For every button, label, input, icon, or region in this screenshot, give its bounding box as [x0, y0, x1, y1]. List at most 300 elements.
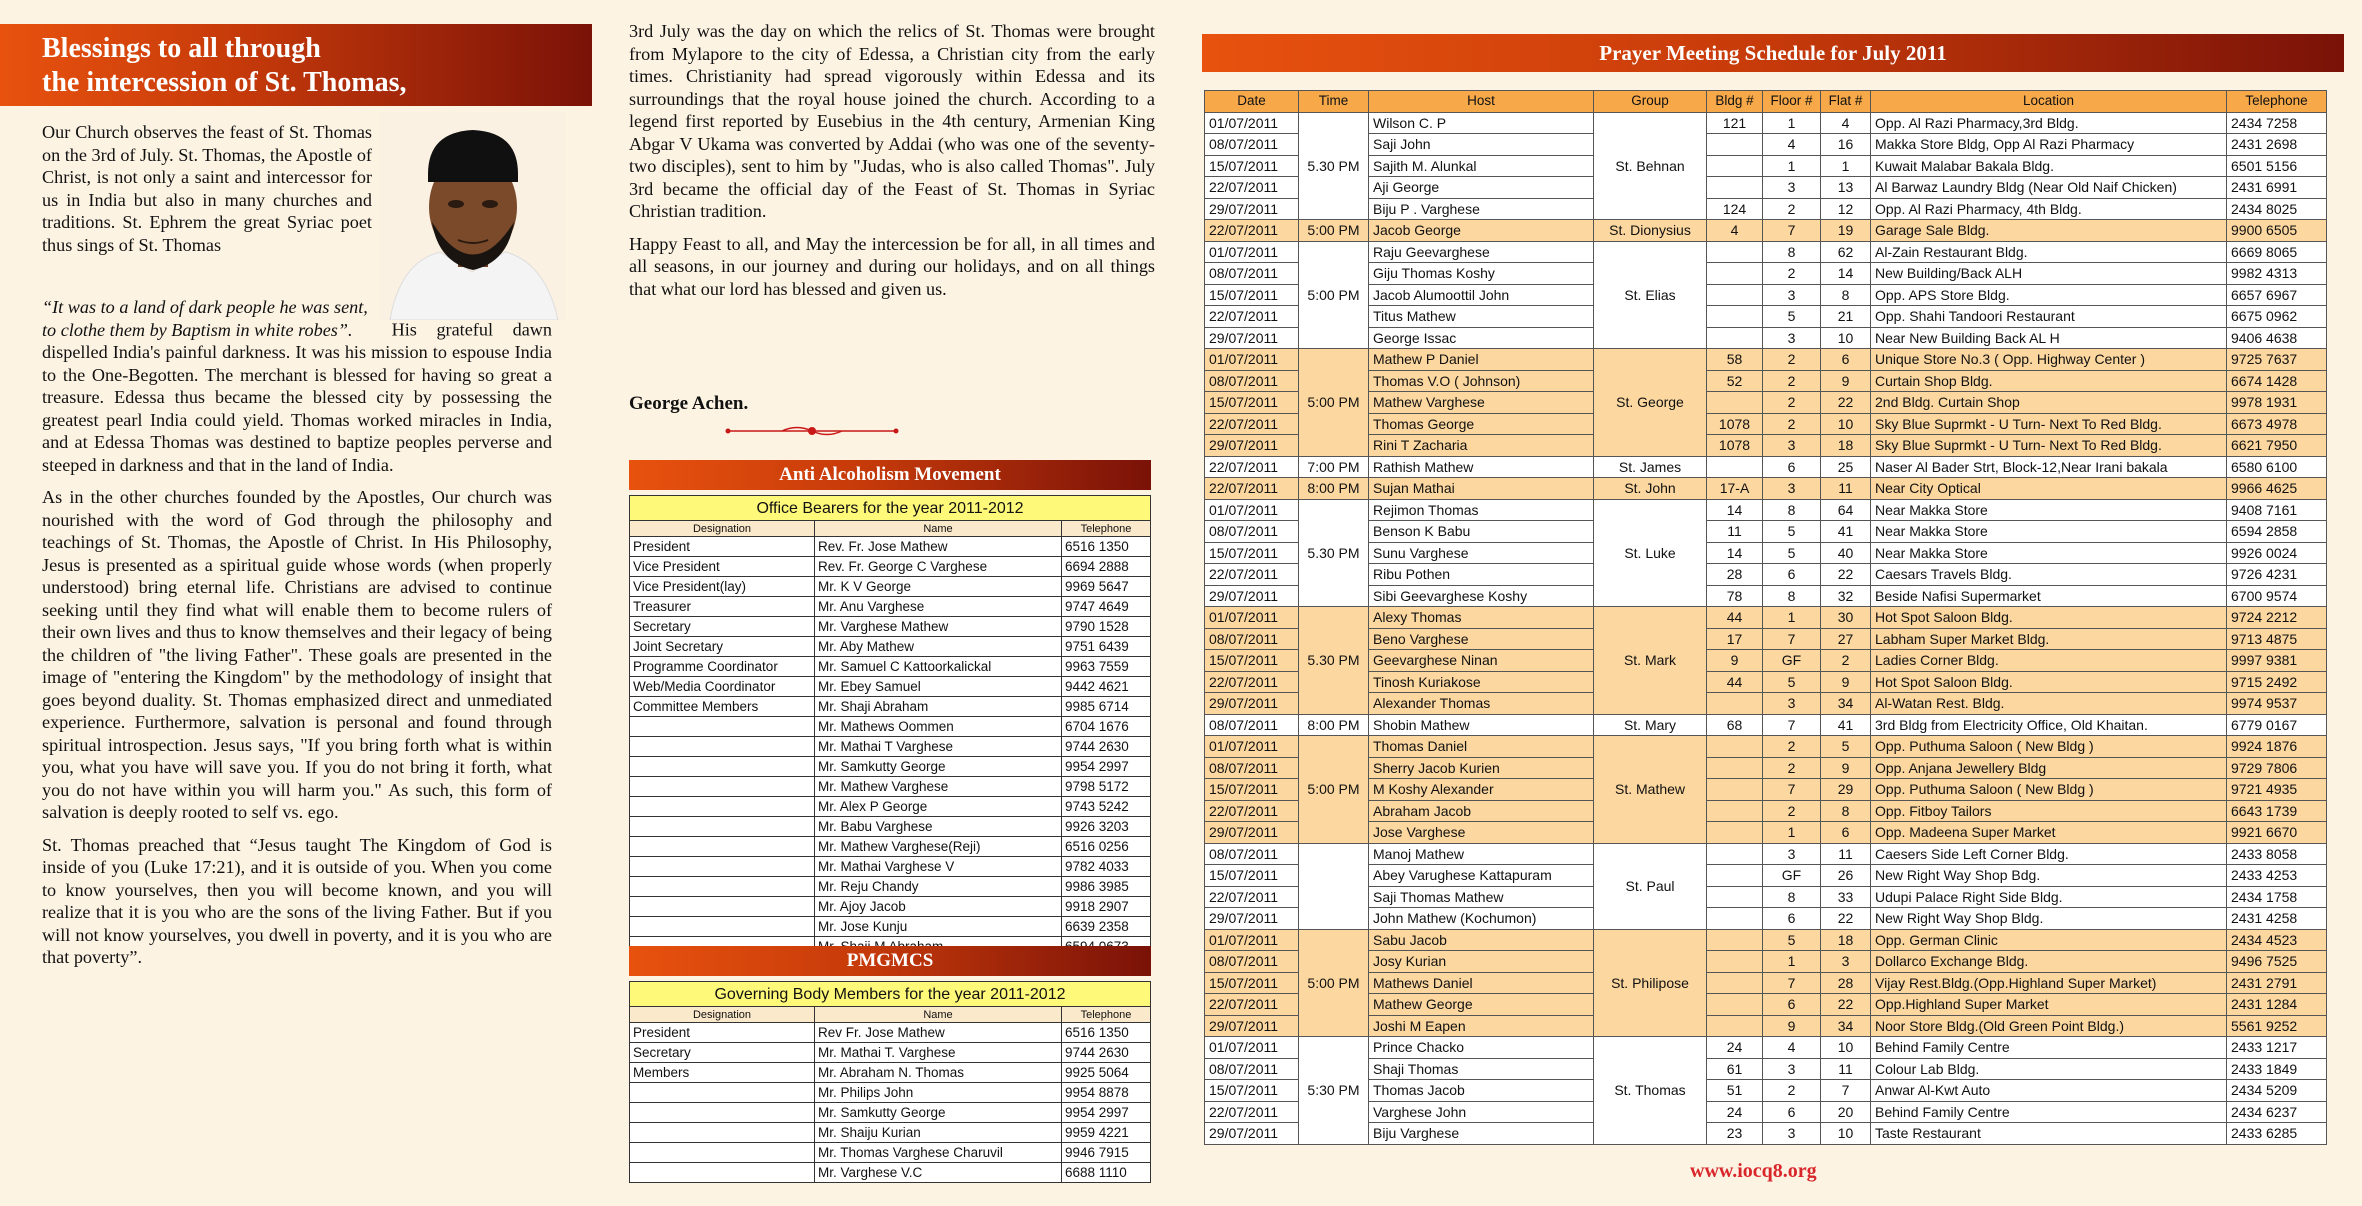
- location-cell: Taste Restaurant: [1871, 1123, 2227, 1145]
- flat-cell: 19: [1821, 220, 1871, 242]
- table-row: [630, 897, 1151, 917]
- schedule-row: [1205, 951, 2327, 973]
- schedule-row: [1205, 757, 2327, 779]
- flat-cell: 18: [1821, 435, 1871, 457]
- floor-cell: 6: [1763, 994, 1821, 1016]
- schedule-row: [1205, 1015, 2327, 1037]
- table-row: [630, 737, 1151, 757]
- bldg-cell: 4: [1707, 220, 1763, 242]
- bldg-cell: 121: [1707, 112, 1763, 134]
- bldg-cell: [1707, 327, 1763, 349]
- date-cell: 22/07/2011: [1205, 177, 1299, 199]
- location-cell: Near Makka Store: [1871, 542, 2227, 564]
- location-cell: New Building/Back ALH: [1871, 263, 2227, 285]
- aam-name-cell: Mr. Samuel C Kattoorkalickal: [815, 657, 1062, 677]
- date-cell: 22/07/2011: [1205, 306, 1299, 328]
- pmg-telephone-cell: 9954 8878: [1062, 1083, 1151, 1103]
- schedule-row: [1205, 241, 2327, 263]
- bldg-cell: [1707, 800, 1763, 822]
- intro-text: Our Church observes the feast of St. Thomas on the 3rd of July. St. Thomas, the Apostle of Christ, is not only a saint and intercessor for us in India but also in many churches and traditions. St. Ephrem the great Syriac poet thus sings of St. Thomas: [42, 122, 372, 255]
- telephone-cell: 9900 6505: [2227, 220, 2327, 242]
- date-cell: 29/07/2011: [1205, 822, 1299, 844]
- aam-name-cell: Mr. Anu Varghese: [815, 597, 1062, 617]
- aam-telephone-cell: 9954 2997: [1062, 757, 1151, 777]
- location-cell: Udupi Palace Right Side Bldg.: [1871, 886, 2227, 908]
- host-cell: Sabu Jacob: [1369, 929, 1594, 951]
- telephone-cell: 2434 8025: [2227, 198, 2327, 220]
- flat-cell: 29: [1821, 779, 1871, 801]
- floor-cell: 2: [1763, 198, 1821, 220]
- schedule-header-host: Host: [1369, 91, 1594, 113]
- flat-cell: 18: [1821, 929, 1871, 951]
- host-cell: M Koshy Alexander: [1369, 779, 1594, 801]
- flat-cell: 34: [1821, 693, 1871, 715]
- telephone-cell: 2431 6991: [2227, 177, 2327, 199]
- group-cell: St. James: [1594, 456, 1707, 478]
- aam-telephone-cell: 9442 4621: [1062, 677, 1151, 697]
- table-row: [630, 1063, 1151, 1083]
- telephone-cell: 2434 6237: [2227, 1101, 2327, 1123]
- bldg-cell: [1707, 1015, 1763, 1037]
- flat-cell: 27: [1821, 628, 1871, 650]
- host-cell: Manoj Mathew: [1369, 843, 1594, 865]
- bldg-cell: 78: [1707, 585, 1763, 607]
- schedule-row: [1205, 564, 2327, 586]
- host-cell: Jose Varghese: [1369, 822, 1594, 844]
- pmgmcs-table: [629, 981, 1151, 1183]
- para-3-text: St. Thomas preached that “Jesus taught The Kingdom of God is inside of you (Luke 17:21), and it is outside of you. When you come to know yourselves, then you will become known, and you will realize that it is you who are the sons of the living Father. But if you will not know yourselves, you dwell in poverty, and it is you who are that poverty”.: [42, 834, 552, 967]
- aam-name-cell: Mr. Mathai Varghese V: [815, 857, 1062, 877]
- pmg-name-cell: Mr. Varghese V.C: [815, 1163, 1062, 1183]
- time-cell: [1299, 843, 1369, 929]
- schedule-header-row: [1205, 91, 2327, 113]
- pmg-telephone-cell: 9925 5064: [1062, 1063, 1151, 1083]
- pmgmcs-band: PMGMCS: [629, 946, 1151, 976]
- bldg-cell: [1707, 736, 1763, 758]
- floor-cell: 5: [1763, 306, 1821, 328]
- bldg-cell: [1707, 155, 1763, 177]
- flat-cell: 41: [1821, 714, 1871, 736]
- aam-designation-cell: Committee Members: [630, 697, 815, 717]
- floor-cell: 3: [1763, 1058, 1821, 1080]
- continuation-text: [629, 20, 1155, 310]
- pmgmcs-caption: Governing Body Members for the year 2011-2012: [630, 982, 1151, 1007]
- aam-designation-cell: Programme Coordinator: [630, 657, 815, 677]
- aam-name-cell: Mr. Aby Mathew: [815, 637, 1062, 657]
- telephone-cell: 2434 4523: [2227, 929, 2327, 951]
- schedule-row: [1205, 155, 2327, 177]
- aam-name-cell: Mr. Mathew Varghese(Reji): [815, 837, 1062, 857]
- time-cell: 5.30 PM: [1299, 112, 1369, 220]
- bldg-cell: 44: [1707, 671, 1763, 693]
- title-line-2: the intercession of St. Thomas,: [42, 67, 407, 98]
- time-cell: 5:00 PM: [1299, 736, 1369, 844]
- telephone-cell: 6700 9574: [2227, 585, 2327, 607]
- location-cell: Near New Building Back AL H: [1871, 327, 2227, 349]
- para-1-text: His grateful dawn dispelled India's painful darkness. It was his mission to espouse India to the One-Begotten. The merchant is blessed for having so great a treasure. Edessa thus became the blessed city by possessing the greatest pearl India could yield. Thomas worked miracles in India, and at Edessa Thomas was destined to baptize peoples perverse and steeped in darkness and that in the land of India.: [42, 319, 552, 475]
- blessing-paragraph: Happy Feast to all, and May the intercession be for all, in all times and all seasons, in our journey and during our holidays, and on all things that what our lord has blessed and given us.: [629, 233, 1155, 299]
- date-cell: 08/07/2011: [1205, 843, 1299, 865]
- host-cell: Thomas George: [1369, 413, 1594, 435]
- date-cell: 08/07/2011: [1205, 951, 1299, 973]
- bldg-cell: [1707, 822, 1763, 844]
- pmg-designation-cell: [630, 1103, 815, 1123]
- location-cell: Vijay Rest.Bldg.(Opp.Highland Super Market): [1871, 972, 2227, 994]
- location-cell: Hot Spot Saloon Bldg.: [1871, 671, 2227, 693]
- host-cell: Wilson C. P: [1369, 112, 1594, 134]
- table-row: [630, 837, 1151, 857]
- location-cell: Opp. APS Store Bldg.: [1871, 284, 2227, 306]
- floor-cell: 8: [1763, 886, 1821, 908]
- location-cell: Opp. Anjana Jewellery Bldg: [1871, 757, 2227, 779]
- telephone-cell: 2433 1217: [2227, 1037, 2327, 1059]
- time-cell: 7:00 PM: [1299, 456, 1369, 478]
- telephone-cell: 2434 5209: [2227, 1080, 2327, 1102]
- aam-name-cell: Mr. Mathew Varghese: [815, 777, 1062, 797]
- floor-cell: 3: [1763, 1123, 1821, 1145]
- floor-cell: 5: [1763, 521, 1821, 543]
- bldg-cell: 23: [1707, 1123, 1763, 1145]
- location-cell: Al-Zain Restaurant Bldg.: [1871, 241, 2227, 263]
- aam-designation-cell: [630, 797, 815, 817]
- table-row: [630, 1123, 1151, 1143]
- aam-name-cell: Mr. Mathews Oommen: [815, 717, 1062, 737]
- ornamental-divider-icon: [722, 424, 902, 438]
- aam-designation-cell: [630, 757, 815, 777]
- date-cell: 22/07/2011: [1205, 1101, 1299, 1123]
- table-row: [630, 857, 1151, 877]
- floor-cell: 1: [1763, 607, 1821, 629]
- flat-cell: 22: [1821, 994, 1871, 1016]
- pmg-designation-cell: Members: [630, 1063, 815, 1083]
- schedule-row: [1205, 585, 2327, 607]
- aam-designation-cell: President: [630, 537, 815, 557]
- telephone-cell: 9713 4875: [2227, 628, 2327, 650]
- schedule-header-location: Location: [1871, 91, 2227, 113]
- aam-telephone-cell: 9751 6439: [1062, 637, 1151, 657]
- floor-cell: 3: [1763, 435, 1821, 457]
- host-cell: Prince Chacko: [1369, 1037, 1594, 1059]
- schedule-row: [1205, 994, 2327, 1016]
- aam-designation-cell: Treasurer: [630, 597, 815, 617]
- aam-designation-cell: Secretary: [630, 617, 815, 637]
- bldg-cell: 24: [1707, 1101, 1763, 1123]
- website-url[interactable]: www.iocq8.org: [1690, 1160, 1817, 1182]
- host-cell: Jacob Alumoottil John: [1369, 284, 1594, 306]
- floor-cell: 2: [1763, 263, 1821, 285]
- floor-cell: GF: [1763, 650, 1821, 672]
- location-cell: Opp. Madeena Super Market: [1871, 822, 2227, 844]
- location-cell: Opp. Fitboy Tailors: [1871, 800, 2227, 822]
- bldg-cell: 9: [1707, 650, 1763, 672]
- table-row: [630, 717, 1151, 737]
- telephone-cell: 6594 2858: [2227, 521, 2327, 543]
- table-row: [630, 537, 1151, 557]
- floor-cell: 9: [1763, 1015, 1821, 1037]
- pmg-name-cell: Mr. Shaiju Kurian: [815, 1123, 1062, 1143]
- location-cell: Anwar Al-Kwt Auto: [1871, 1080, 2227, 1102]
- telephone-cell: 6621 7950: [2227, 435, 2327, 457]
- pmg-designation-cell: [630, 1143, 815, 1163]
- location-cell: Garage Sale Bldg.: [1871, 220, 2227, 242]
- pmg-designation-cell: President: [630, 1023, 815, 1043]
- flat-cell: 41: [1821, 521, 1871, 543]
- aam-header-name: Name: [815, 521, 1062, 537]
- floor-cell: 7: [1763, 628, 1821, 650]
- bldg-cell: 11: [1707, 521, 1763, 543]
- host-cell: Titus Mathew: [1369, 306, 1594, 328]
- bldg-cell: [1707, 929, 1763, 951]
- aam-name-cell: Mr. Samkutty George: [815, 757, 1062, 777]
- telephone-cell: 9974 9537: [2227, 693, 2327, 715]
- schedule-row: [1205, 177, 2327, 199]
- schedule-row: [1205, 478, 2327, 500]
- host-cell: Mathew Varghese: [1369, 392, 1594, 414]
- location-cell: Near Makka Store: [1871, 499, 2227, 521]
- table-row: [630, 657, 1151, 677]
- floor-cell: 5: [1763, 542, 1821, 564]
- table-row: [630, 557, 1151, 577]
- telephone-cell: 6779 0167: [2227, 714, 2327, 736]
- schedule-row: [1205, 800, 2327, 822]
- host-cell: George Issac: [1369, 327, 1594, 349]
- host-cell: Alexy Thomas: [1369, 607, 1594, 629]
- host-cell: Beno Varghese: [1369, 628, 1594, 650]
- date-cell: 08/07/2011: [1205, 757, 1299, 779]
- pmg-name-cell: Mr. Thomas Varghese Charuvil: [815, 1143, 1062, 1163]
- schedule-table: [1204, 90, 2327, 1145]
- floor-cell: 8: [1763, 241, 1821, 263]
- telephone-cell: 6580 6100: [2227, 456, 2327, 478]
- floor-cell: 2: [1763, 349, 1821, 371]
- date-cell: 22/07/2011: [1205, 800, 1299, 822]
- host-cell: Thomas Daniel: [1369, 736, 1594, 758]
- schedule-row: [1205, 650, 2327, 672]
- date-cell: 29/07/2011: [1205, 1123, 1299, 1145]
- aam-name-cell: Mr. Shaji Abraham: [815, 697, 1062, 717]
- time-cell: 5:00 PM: [1299, 220, 1369, 242]
- bldg-cell: [1707, 972, 1763, 994]
- flat-cell: 16: [1821, 134, 1871, 156]
- aam-header-designation: Designation: [630, 521, 815, 537]
- aam-telephone-cell: 9790 1528: [1062, 617, 1151, 637]
- bldg-cell: 28: [1707, 564, 1763, 586]
- schedule-header-group: Group: [1594, 91, 1707, 113]
- date-cell: 15/07/2011: [1205, 155, 1299, 177]
- bldg-cell: [1707, 757, 1763, 779]
- pmg-telephone-cell: 6688 1110: [1062, 1163, 1151, 1183]
- host-cell: Alexander Thomas: [1369, 693, 1594, 715]
- aam-telephone-cell: 6639 2358: [1062, 917, 1151, 937]
- time-cell: 8:00 PM: [1299, 714, 1369, 736]
- telephone-cell: 2433 8058: [2227, 843, 2327, 865]
- bldg-cell: [1707, 951, 1763, 973]
- schedule-title: Prayer Meeting Schedule for July 2011: [1202, 34, 2344, 72]
- aam-telephone-cell: 9798 5172: [1062, 777, 1151, 797]
- telephone-cell: 9921 6670: [2227, 822, 2327, 844]
- date-cell: 08/07/2011: [1205, 628, 1299, 650]
- flat-cell: 9: [1821, 370, 1871, 392]
- pmg-telephone-cell: 9954 2997: [1062, 1103, 1151, 1123]
- table-row: [630, 577, 1151, 597]
- host-cell: Abraham Jacob: [1369, 800, 1594, 822]
- floor-cell: 3: [1763, 177, 1821, 199]
- aam-telephone-cell: 6516 0256: [1062, 837, 1151, 857]
- table-row: [630, 617, 1151, 637]
- pmg-designation-cell: Secretary: [630, 1043, 815, 1063]
- flat-cell: 9: [1821, 671, 1871, 693]
- pmg-name-cell: Mr. Abraham N. Thomas: [815, 1063, 1062, 1083]
- location-cell: Al Barwaz Laundry Bldg (Near Old Naif Chicken): [1871, 177, 2227, 199]
- floor-cell: 5: [1763, 671, 1821, 693]
- bldg-cell: 51: [1707, 1080, 1763, 1102]
- aam-designation-cell: [630, 817, 815, 837]
- aam-telephone-cell: 6516 1350: [1062, 537, 1151, 557]
- schedule-row: [1205, 779, 2327, 801]
- telephone-cell: 9408 7161: [2227, 499, 2327, 521]
- host-cell: Saji Thomas Mathew: [1369, 886, 1594, 908]
- bldg-cell: [1707, 456, 1763, 478]
- schedule-row: [1205, 1101, 2327, 1123]
- flat-cell: 32: [1821, 585, 1871, 607]
- aam-designation-cell: [630, 837, 815, 857]
- telephone-cell: 6643 1739: [2227, 800, 2327, 822]
- date-cell: 15/07/2011: [1205, 865, 1299, 887]
- date-cell: 08/07/2011: [1205, 521, 1299, 543]
- time-cell: 5:00 PM: [1299, 241, 1369, 349]
- aam-telephone-cell: 9926 3203: [1062, 817, 1151, 837]
- telephone-cell: 9926 0024: [2227, 542, 2327, 564]
- telephone-cell: 2431 2791: [2227, 972, 2327, 994]
- flat-cell: 20: [1821, 1101, 1871, 1123]
- schedule-row: [1205, 284, 2327, 306]
- flat-cell: 14: [1821, 263, 1871, 285]
- flat-cell: 22: [1821, 392, 1871, 414]
- schedule-row: [1205, 413, 2327, 435]
- location-cell: 3rd Bldg from Electricity Office, Old Khaitan.: [1871, 714, 2227, 736]
- host-cell: Sunu Varghese: [1369, 542, 1594, 564]
- schedule-row: [1205, 392, 2327, 414]
- flat-cell: 6: [1821, 349, 1871, 371]
- host-cell: Sherry Jacob Kurien: [1369, 757, 1594, 779]
- date-cell: 29/07/2011: [1205, 435, 1299, 457]
- date-cell: 01/07/2011: [1205, 929, 1299, 951]
- floor-cell: 7: [1763, 779, 1821, 801]
- floor-cell: 2: [1763, 736, 1821, 758]
- location-cell: Opp. Al Razi Pharmacy, 4th Bldg.: [1871, 198, 2227, 220]
- article-intro: [42, 121, 372, 266]
- schedule-row: [1205, 671, 2327, 693]
- date-cell: 08/07/2011: [1205, 134, 1299, 156]
- bldg-cell: [1707, 284, 1763, 306]
- flat-cell: 9: [1821, 757, 1871, 779]
- aam-telephone-cell: 9747 4649: [1062, 597, 1151, 617]
- bldg-cell: 17-A: [1707, 478, 1763, 500]
- telephone-cell: 5561 9252: [2227, 1015, 2327, 1037]
- bldg-cell: [1707, 263, 1763, 285]
- telephone-cell: 6675 0962: [2227, 306, 2327, 328]
- location-cell: New Right Way Shop Bldg.: [1871, 908, 2227, 930]
- flat-cell: 22: [1821, 908, 1871, 930]
- relics-paragraph: 3rd July was the day on which the relics of St. Thomas were brought from Mylapore to the city of Edessa, a Christian city from the early times. Christianity had spread vigorously within Edessa and its surroundings that the royal house joined the church. According to a legend first reported by Eusebius in the 4th century, Armenian King Abgar V Ukama was converted by Addai (who was one of the seventy-two disciples), sent to him by "Judas, who is also called Thomas". July 3rd became the official day of the Feast of St. Thomas in Syriac Christian tradition.: [629, 21, 1155, 221]
- aam-name-cell: Mr. Ajoy Jacob: [815, 897, 1062, 917]
- bldg-cell: 68: [1707, 714, 1763, 736]
- aam-designation-cell: Joint Secretary: [630, 637, 815, 657]
- floor-cell: 2: [1763, 392, 1821, 414]
- aam-telephone-cell: 6694 2888: [1062, 557, 1151, 577]
- telephone-cell: 6657 6967: [2227, 284, 2327, 306]
- pmg-name-cell: Mr. Philips John: [815, 1083, 1062, 1103]
- table-row: [630, 877, 1151, 897]
- telephone-cell: 9724 2212: [2227, 607, 2327, 629]
- pmg-name-cell: Rev Fr. Jose Mathew: [815, 1023, 1062, 1043]
- bldg-cell: 17: [1707, 628, 1763, 650]
- schedule-row: [1205, 220, 2327, 242]
- schedule-row: [1205, 499, 2327, 521]
- flat-cell: 1: [1821, 155, 1871, 177]
- telephone-cell: 2434 1758: [2227, 886, 2327, 908]
- aam-designation-cell: [630, 897, 815, 917]
- telephone-cell: 9715 2492: [2227, 671, 2327, 693]
- flat-cell: 11: [1821, 1058, 1871, 1080]
- flat-cell: 8: [1821, 800, 1871, 822]
- aam-name-cell: Mr. Ebey Samuel: [815, 677, 1062, 697]
- aam-telephone-cell: 9744 2630: [1062, 737, 1151, 757]
- floor-cell: 2: [1763, 757, 1821, 779]
- schedule-row: [1205, 370, 2327, 392]
- host-cell: Tinosh Kuriakose: [1369, 671, 1594, 693]
- table-row: [630, 797, 1151, 817]
- host-cell: Geevarghese Ninan: [1369, 650, 1594, 672]
- flat-cell: 6: [1821, 822, 1871, 844]
- aam-telephone-cell: 9918 2907: [1062, 897, 1151, 917]
- telephone-cell: 6669 8065: [2227, 241, 2327, 263]
- schedule-header-flat: Flat #: [1821, 91, 1871, 113]
- floor-cell: 2: [1763, 370, 1821, 392]
- bldg-cell: 14: [1707, 542, 1763, 564]
- host-cell: Thomas Jacob: [1369, 1080, 1594, 1102]
- bldg-cell: 58: [1707, 349, 1763, 371]
- date-cell: 01/07/2011: [1205, 607, 1299, 629]
- floor-cell: 8: [1763, 585, 1821, 607]
- floor-cell: GF: [1763, 865, 1821, 887]
- bldg-cell: 61: [1707, 1058, 1763, 1080]
- date-cell: 08/07/2011: [1205, 263, 1299, 285]
- date-cell: 01/07/2011: [1205, 349, 1299, 371]
- flat-cell: 12: [1821, 198, 1871, 220]
- telephone-cell: 2433 6285: [2227, 1123, 2327, 1145]
- column-article: [0, 0, 590, 1206]
- pmg-telephone-cell: 9959 4221: [1062, 1123, 1151, 1143]
- table-row: [630, 1143, 1151, 1163]
- host-cell: Sibi Geevarghese Koshy: [1369, 585, 1594, 607]
- location-cell: Unique Store No.3 ( Opp. Highway Center ): [1871, 349, 2227, 371]
- table-row: [630, 917, 1151, 937]
- pmg-name-cell: Mr. Samkutty George: [815, 1103, 1062, 1123]
- location-cell: Dollarco Exchange Bldg.: [1871, 951, 2227, 973]
- schedule-row: [1205, 349, 2327, 371]
- host-cell: Mathew George: [1369, 994, 1594, 1016]
- bldg-cell: [1707, 134, 1763, 156]
- aam-designation-cell: [630, 737, 815, 757]
- group-cell: St. Dionysius: [1594, 220, 1707, 242]
- schedule-row: [1205, 628, 2327, 650]
- aam-telephone-cell: 9782 4033: [1062, 857, 1151, 877]
- schedule-row: [1205, 693, 2327, 715]
- date-cell: 01/07/2011: [1205, 499, 1299, 521]
- table-row: [630, 777, 1151, 797]
- floor-cell: 1: [1763, 951, 1821, 973]
